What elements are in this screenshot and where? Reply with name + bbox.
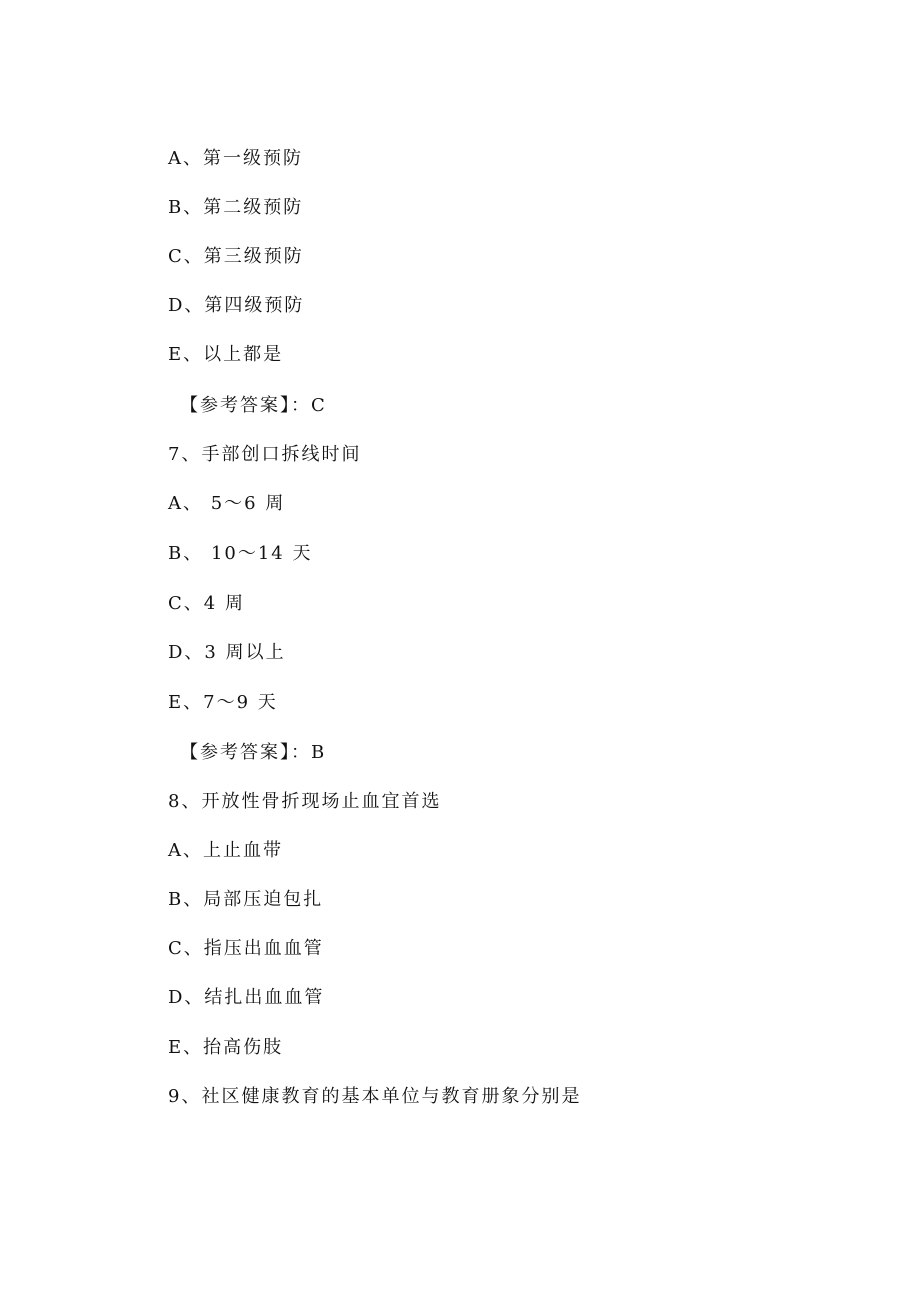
q7-option-e: E、7～9 天 xyxy=(168,692,278,713)
q7-option-c: C、4 周 xyxy=(168,593,245,614)
q8-option-d: D、结扎出血血管 xyxy=(168,987,325,1008)
q6-option-e: E、以上都是 xyxy=(168,344,284,365)
q7-option-d: D、3 周以上 xyxy=(168,642,286,663)
q6-option-c: C、第三级预防 xyxy=(168,246,304,267)
q8-question: 8、开放性骨折现场止血宜首选 xyxy=(168,791,442,812)
q6-option-b: B、第二级预防 xyxy=(168,197,304,218)
q8-option-e: E、抬高伤肢 xyxy=(168,1037,284,1058)
q7-answer: 【参考答案】：B xyxy=(180,742,327,763)
q7-option-b: B、 10～14 天 xyxy=(168,543,313,564)
q7-option-a: A、 5～6 周 xyxy=(168,493,286,514)
q7-question: 7、手部创口拆线时间 xyxy=(168,444,362,465)
q8-option-a: A、上止血带 xyxy=(168,840,283,861)
q8-option-b: B、局部压迫包扎 xyxy=(168,889,324,910)
q6-answer: 【参考答案】：C xyxy=(180,395,327,416)
q8-option-c: C、指压出血血管 xyxy=(168,938,324,959)
q6-option-d: D、第四级预防 xyxy=(168,295,305,316)
q9-question: 9、社区健康教育的基本单位与教育册象分别是 xyxy=(168,1086,582,1107)
q6-option-a: A、第一级预防 xyxy=(168,148,303,169)
